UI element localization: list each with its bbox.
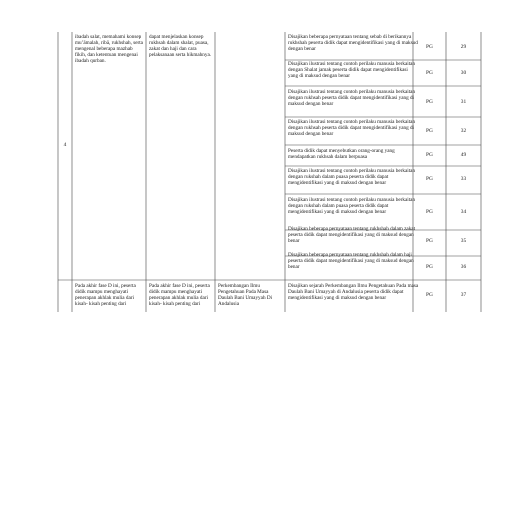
indicator-text: Disajikan beberapa pernyataan tentang rukhshah dalam zakat peserta didik dapat mengidentifikasi yang di maksud dengan benar bbox=[288, 226, 416, 245]
question-type: PG bbox=[426, 44, 433, 50]
indicator-text: Peserta didik dapat menyebutkan orang-orang yang mendapatkan rukhsah dalam berpuasa bbox=[288, 148, 395, 161]
indicator-text: Disajikan beberapa pernyataan tentang rukhshah dalam haji peserta didik dapat mengidentifikasi yang di maksud dengan benar bbox=[288, 252, 414, 271]
material-text: Perkembangan Ilmu Pengetahuan Pada Masa Daulah Bani Umayyah Di Andalusia bbox=[218, 283, 273, 308]
question-type: PG bbox=[426, 99, 433, 105]
question-number: 37 bbox=[460, 292, 467, 298]
question-number: 34 bbox=[460, 209, 467, 215]
indicator-text: Disajikan sejarah Perkembangan Ilmu Pengetahuan Pada masa Daulah Bani Umayyah di Andalusia peserta didik dapat mengidentifikasi yang di maksud dengan benar bbox=[288, 283, 419, 302]
indicator-text: Disajikan ilustrasi tentang contoh perilaku manusia berkaitan dengan Shalat jamak peserta didik dapat mengidentifikasi yang di maksud dengan benar bbox=[288, 61, 416, 80]
question-number: 31 bbox=[460, 99, 467, 105]
learning-outcome-text: ibadah salat, memahami konsep mu’āmalah, ribā, rukhshah, serta mengenal beberapa mazhab fikih, dan ketentuan mengenai ibadah qurban. bbox=[75, 34, 143, 65]
objective-text: dapat menjelaskan konsep rukhsah dalam shalat, puasa, zakat dan haji dan cara pelaksanaan serta hikmahnya. bbox=[149, 34, 212, 59]
question-type: PG bbox=[426, 209, 433, 215]
question-type: PG bbox=[426, 70, 433, 76]
indicator-text: Disajikan beberapa pernyataan tentang sebab di berikannya rukhshah peserta didik dapat mengidentifikasi yang di maksud dengan benar bbox=[288, 34, 418, 53]
question-number: 30 bbox=[460, 70, 467, 76]
learning-outcome-text: Pada akhir fase D ini, peserta didik mampu menghayati penerapan akhlak mulia dari kisah- kisah penting dari bbox=[75, 283, 136, 308]
question-number: 29 bbox=[460, 44, 467, 50]
question-number: 35 bbox=[460, 238, 467, 244]
indicator-text: Disajikan ilustrasi tentang contoh perilaku manusia berkaitan dengan rukhsah peserta didik dapat mengidentifikasi yang di maksud dengan benar bbox=[288, 89, 416, 108]
objective-text: Pada akhir fase D ini, peserta didik mampu menghayati penerapan akhlak mulia dari kisah- kisah penting dari bbox=[149, 283, 210, 308]
question-number: 36 bbox=[460, 264, 467, 270]
question-type: PG bbox=[426, 152, 433, 158]
question-type: PG bbox=[426, 128, 433, 134]
question-type: PG bbox=[426, 176, 433, 182]
question-type: PG bbox=[426, 292, 433, 298]
indicator-text: Disajikan ilustrasi tentang contoh perilaku manusia berkaitan dengan rukhsah peserta didik dapat mengidentifikasi yang di maksud dengan benar bbox=[288, 119, 416, 138]
row-number: 4 bbox=[63, 142, 67, 148]
question-type: PG bbox=[426, 238, 433, 244]
indicator-text: Disajikan ilustrasi tentang contoh perilaku manusia berkaitan dengan rukshah dalam puasa peserta didik dapat mengidentifikasi yang di maksud dengan benar bbox=[288, 168, 416, 187]
indicator-text: Disajikan ilustrasi tentang contoh perilaku manusia berkaitan dengan rukshah dalam puasa peserta didik dapat mengidentifikasi yang di maksud dengan benar bbox=[288, 197, 416, 216]
question-number: 49 bbox=[460, 152, 467, 158]
question-number: 33 bbox=[460, 176, 467, 182]
question-type: PG bbox=[426, 264, 433, 270]
question-number: 32 bbox=[460, 128, 467, 134]
